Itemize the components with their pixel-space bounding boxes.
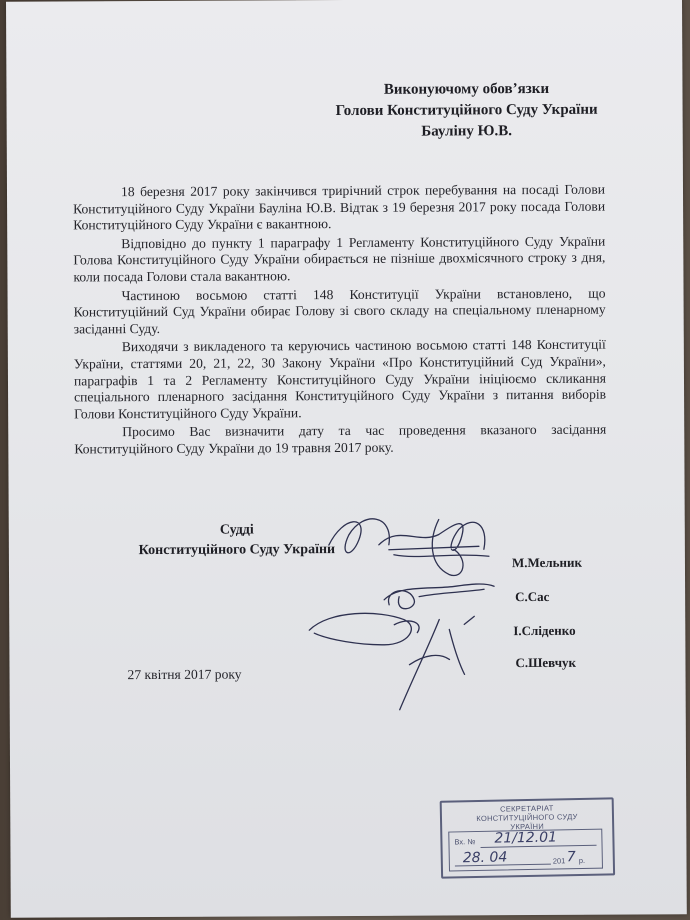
document-page	[6, 0, 687, 918]
stamp-line-3: УКРАЇНИ	[510, 821, 545, 832]
paragraph-5: Просимо Вас визначити дату та час проведення вказаного засідання Конституційного Суду України до 19 травня 2017 року.	[74, 421, 607, 457]
addressee-line-3: Бауліну Ю.В.	[421, 123, 513, 140]
signer-name-2: С.Сас	[515, 588, 550, 605]
paragraph-3: Частиною восьмою статті 148 Конституції України встановлено, що Конституційний Суд України обирає Голову зі свого складу на спеціальному пленарному засіданні Суду.	[73, 285, 606, 337]
signers-title-line-1: Судді	[219, 522, 254, 538]
paragraph-4: Виходячи з викладеного та керуючись частиною восьмою статті 148 Конституції України, статтями 20, 21, 22, 30 Закону України «Про Конституційний Суд України», параграфів 1 та 2 Регламенту Конституційного Суду України ініціюємо скликання спеціального пленарного засідання Конституційного Суду України з питання виборів Голови Конституційного Суду України.	[73, 336, 607, 422]
signer-name-1: М.Мельник	[511, 554, 583, 571]
stamp-date-value: 28. 04	[462, 849, 508, 867]
stamp-line-1: СЕКРЕТАРІАТ	[499, 803, 554, 814]
signature-melnyk	[329, 518, 489, 557]
letter-date: 27 квітня 2017 року	[127, 666, 242, 683]
signature-slidenko	[309, 613, 419, 645]
addressee-block	[296, 78, 636, 143]
stamp-year-prefix: 201	[552, 856, 566, 866]
signer-name-4: С.Шевчук	[515, 654, 577, 671]
stamp-year-suffix: 7	[566, 849, 576, 866]
stamp-year-end: р.	[578, 855, 586, 866]
stamp-number-label: Вх. №	[454, 837, 476, 847]
signature-shevchuk	[399, 616, 474, 709]
stamp-line-2: КОНСТИТУЦІЙНОГО СУДУ	[476, 812, 578, 824]
signature-sas	[384, 584, 494, 609]
letter-body	[73, 182, 606, 460]
stamp-number-value: 21/12.01	[494, 829, 558, 847]
paragraph-2: Відповідно до пункту 1 параграфу 1 Регламенту Конституційного Суду України Голова Конституційного Суду України обирається не пізніше двохмісячного строку з дня, коли посада Голови стала вакантною.	[73, 233, 606, 285]
addressee-line-2: Голови Конституційного Суду України	[335, 101, 598, 120]
paragraph-1: 18 березня 2017 року закінчився трирічний строк перебування на посаді Голови Конституційного Суду України Бауліна Ю.В. Відтак з 19 березня 2017 року посада Голови Конституційного Суду України є вакантною.	[73, 181, 606, 233]
handwritten-signatures	[289, 504, 530, 725]
addressee-line-1: Виконуючому обов’язки	[383, 80, 550, 98]
signer-name-3: І.Сліденко	[513, 622, 576, 639]
registration-stamp	[440, 797, 615, 878]
signers-title-line-2: Конституційного Суду України	[138, 542, 336, 559]
